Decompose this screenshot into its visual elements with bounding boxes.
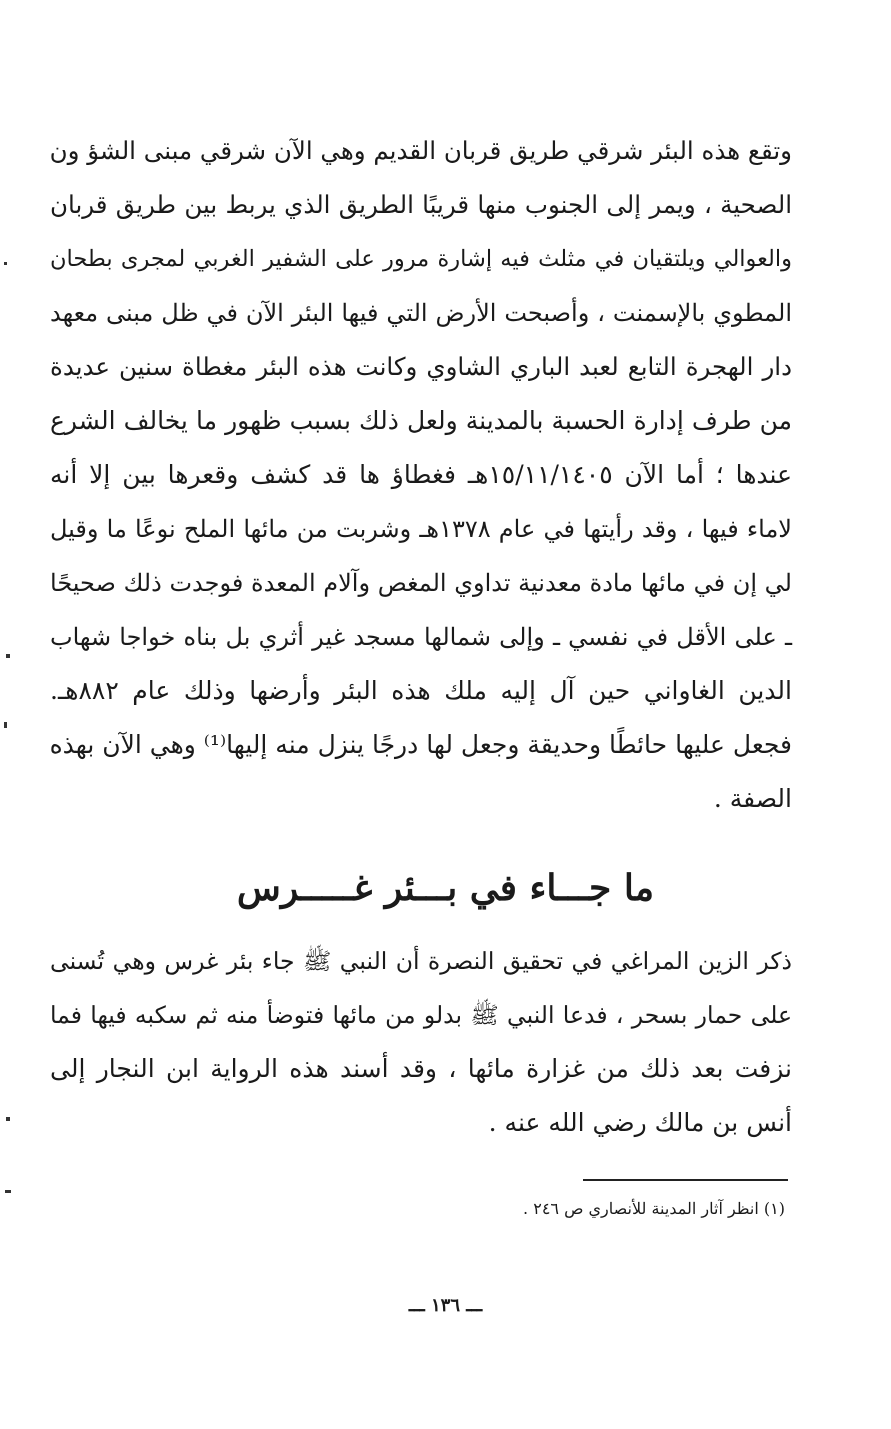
text-line: من طرف إدارة الحسبة بالمدينة ولعل ذلك بسبب ظهور ما يخالف الشرع — [50, 406, 792, 435]
text-line: وتقع هذه البئر شرقي طريق قربان القديم وهي الآن شرقي مبنى الشؤ ون — [49, 136, 792, 165]
text-line: لاماء فيها ، وقد رأيتها في عام ١٣٧٨هـ وشربت من مائها الملح نوعًا ما وقيل — [50, 515, 792, 543]
text-line: المطوي بالإسمنت ، وأصبحت الأرض التي فيها البئر الآن في ظل مبنى معهد — [50, 299, 792, 327]
text-line: دار الهجرة التابع لعبد الباري الشاوي وكانت هذه البئر مغطاة سنين عديدة — [50, 352, 792, 381]
text-line: الدين الغاواني حين آل إليه ملك هذه البئر وأرضها وذلك عام ٨٨٢هـ. — [50, 676, 792, 705]
paragraph-bir-description — [50, 124, 792, 826]
scan-artifact — [6, 654, 10, 658]
scan-artifact — [4, 262, 7, 265]
text-line: والعوالي ويلتقيان في مثلث فيه إشارة مرور على الشفير الغربي لمجرى بطحان — [50, 246, 792, 272]
footnote-separator — [583, 1179, 788, 1181]
section-heading: ما جـــاء في بـــئر غـــــرس — [236, 867, 655, 909]
text-line: عندها ؛ أما الآن ١٥/١١/١٤٠٥هـ فغطاؤ ها قد كشف وقعرها بين إلا أنه — [50, 460, 792, 489]
page-number: ـــ ١٣٦ ـــ — [408, 1295, 483, 1316]
text-line: الصفة . — [713, 784, 792, 813]
text-line: ـ على الأقل في نفسي ـ وإلى شمالها مسجد غير أثري بل بناه خواجا شهاب — [50, 623, 793, 651]
paragraph-bir-ghars — [50, 934, 792, 1150]
scan-artifact — [6, 1117, 10, 1121]
scan-artifact — [5, 1190, 11, 1193]
text-line: على حمار بسحر ، فدعا النبي ﷺ بدلو من مائها فتوضأ منه ثم سكبه فيها فما — [50, 1001, 792, 1029]
text-line: لي إن في مائها مادة معدنية تداوي المغص وآلام المعدة فوجدت ذلك صحيحًا — [50, 569, 792, 597]
text-line: الصحية ، ويمر إلى الجنوب منها قريبًا الطريق الذي يربط بين طريق قربان — [50, 190, 792, 219]
footnote: (١) انظر آثار المدينة للأنصاري ص ٢٤٦ . — [523, 1199, 785, 1218]
scan-artifact — [4, 722, 7, 728]
text-line: أنس بن مالك رضي الله عنه . — [488, 1108, 792, 1137]
text-line: ذكر الزين المراغي في تحقيق النصرة أن النبي ﷺ جاء بئر غرس وهي تُسنى — [50, 947, 792, 975]
text-line: فجعل عليها حائطًا وحديقة وجعل لها درجًا ينزل منه إليها⁽¹⁾ وهي الآن بهذه — [49, 730, 792, 759]
text-line: نزفت بعد ذلك من غزارة مائها ، وقد أسند هذه الرواية ابن النجار إلى — [50, 1054, 792, 1083]
